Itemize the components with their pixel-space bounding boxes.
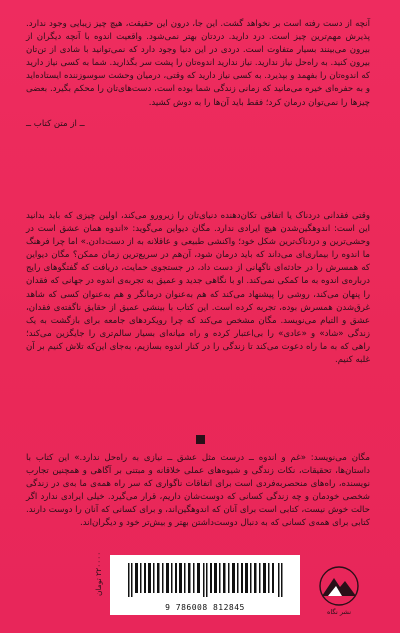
publisher-logo [312,566,366,616]
isbn-digits: 9 786008 812845 [165,603,245,612]
barcode-icon [128,563,286,597]
summary-block [26,452,370,531]
description-block [26,210,370,367]
mountain-logo-icon [312,566,366,606]
separator-square-icon [196,435,205,444]
publisher-name: نشر نگاه [326,608,352,616]
description-paragraph: وقتی فقدانی دردناک یا اتفاقی تکان‌دهنده دنیای‌تان را زیرورو می‌کند، اولین چیزی که باید بدانید این است: اندوهگین‌شدن هیچ ایرادی ندارد. مگان دیواین می‌گوید: «اندوه همان عشق است در وحشی‌ترین و دردناک‌ترین شکل خود؛ واکنشی طبیعی و عاقلانه به از دست‌دادن.» اما چرا فرهنگ ما اندوه را بیماری‌ای می‌داند که باید درمان شود، آن‌هم در سریع‌ترین زمان ممکن؟ مگان دیواین که همسرش را در حادثه‌ای ناگهانی از دست داد، در جستجوی حمایت، دریافت که گفتگوهای رایج درباره‌ی اندوه به ما کمکی نمی‌کند. او با نگاهی جدید و عمیق به تجربه‌ی اندوه در جهانی که فقدان را پنهان می‌کند، روشی را پیشنهاد می‌کند که هم به‌عنوان درمانگر و هم به‌عنوان کسی که شاهد غرق‌شدن همسرش بوده، تجربه کرده است. این کتاب با بینشی عمیق از حقایق ناگفته‌ی فقدان، عشق و التیام می‌نویسد. مگان مشخص می‌کند که چرا رویکردهای جامعه برای بازگشت به یک زندگی «شاد» و «عادی» را بی‌اعتبار کرده و راه میانه‌ای بسیار سالم‌تری را جایگزین می‌کند؛ راهی که به ما راه دعوت می‌کند تا زندگی را در کنار اندوه بسازیم، به‌جای این‌که تلاش کنیم بر آن غلبه کنیم. [26,211,370,366]
barcode [110,555,300,615]
quote-block [26,18,370,131]
summary-paragraph: مگان می‌نویسد: «غم و اندوه ــ درست مثل عشق ــ نیازی به راه‌حل ندارد.» این کتاب با داستان‌ها، تحقیقات، نکات زندگی و شیوه‌های عملی خلاقانه و مبتنی بر آگاهی و همچنین تجارب نویسنده، راه‌های منحصربه‌فردی است برای اتفاقات ناگواری که سر راه همه‌ی ما به‌ی در زندگی شخصی خودمان و چه زندگی کسانی که دوست‌شان داریم، قرار می‌گیرد. خیلی ایرادی ندارد اگر حالت خوش نیست، کتابی است برای آنان که اندوهگین‌اند، و برای کسانی که آنان را دوست دارند. کتابی برای همه‌ی کسانی که به دنبال دوست‌داشتن بهتر و بیش‌تر خود و دیگران‌اند. [26,453,370,529]
source-line: ــ از متن کتاب ــ [26,118,85,129]
quote-paragraph: آنچه از دست رفته است بر نخواهد گشت. این جا، درون این حقیقت، هیچ چیز زیبایی وجود ندارد. پذیرش مهم‌ترین چیز است. درد دارید. دردتان بهتر نمی‌شود. واقعیت اندوه با آنچه دیگران از بیرون می‌بینند بسیار متفاوت است. دردی در این دنیا وجود دارد که نمی‌توانید با شادی از تن‌تان بیرون کنید. به راه‌حل نیاز ندارید. نیاز ندارید اندوه‌تان را پشت سر بگذارید. شما به کسی نیاز دارید که اندوه‌تان را بفهمد و بپذیرد. به کسی نیاز دارید که وقتی، درمیان وحشت سوسوزننده ایستاده‌اید و به حفره‌ای خیره می‌مانید که زمانی زندگی شما بوده است، دست‌های‌تان را محکم بگیرد. بعضی چیزها را نمی‌توان درمان کرد؛ فقط باید آن‌ها را به دوش کشید. [26,19,370,108]
price-label: ۲۲۰۰۰۰ تومان [94,552,103,597]
